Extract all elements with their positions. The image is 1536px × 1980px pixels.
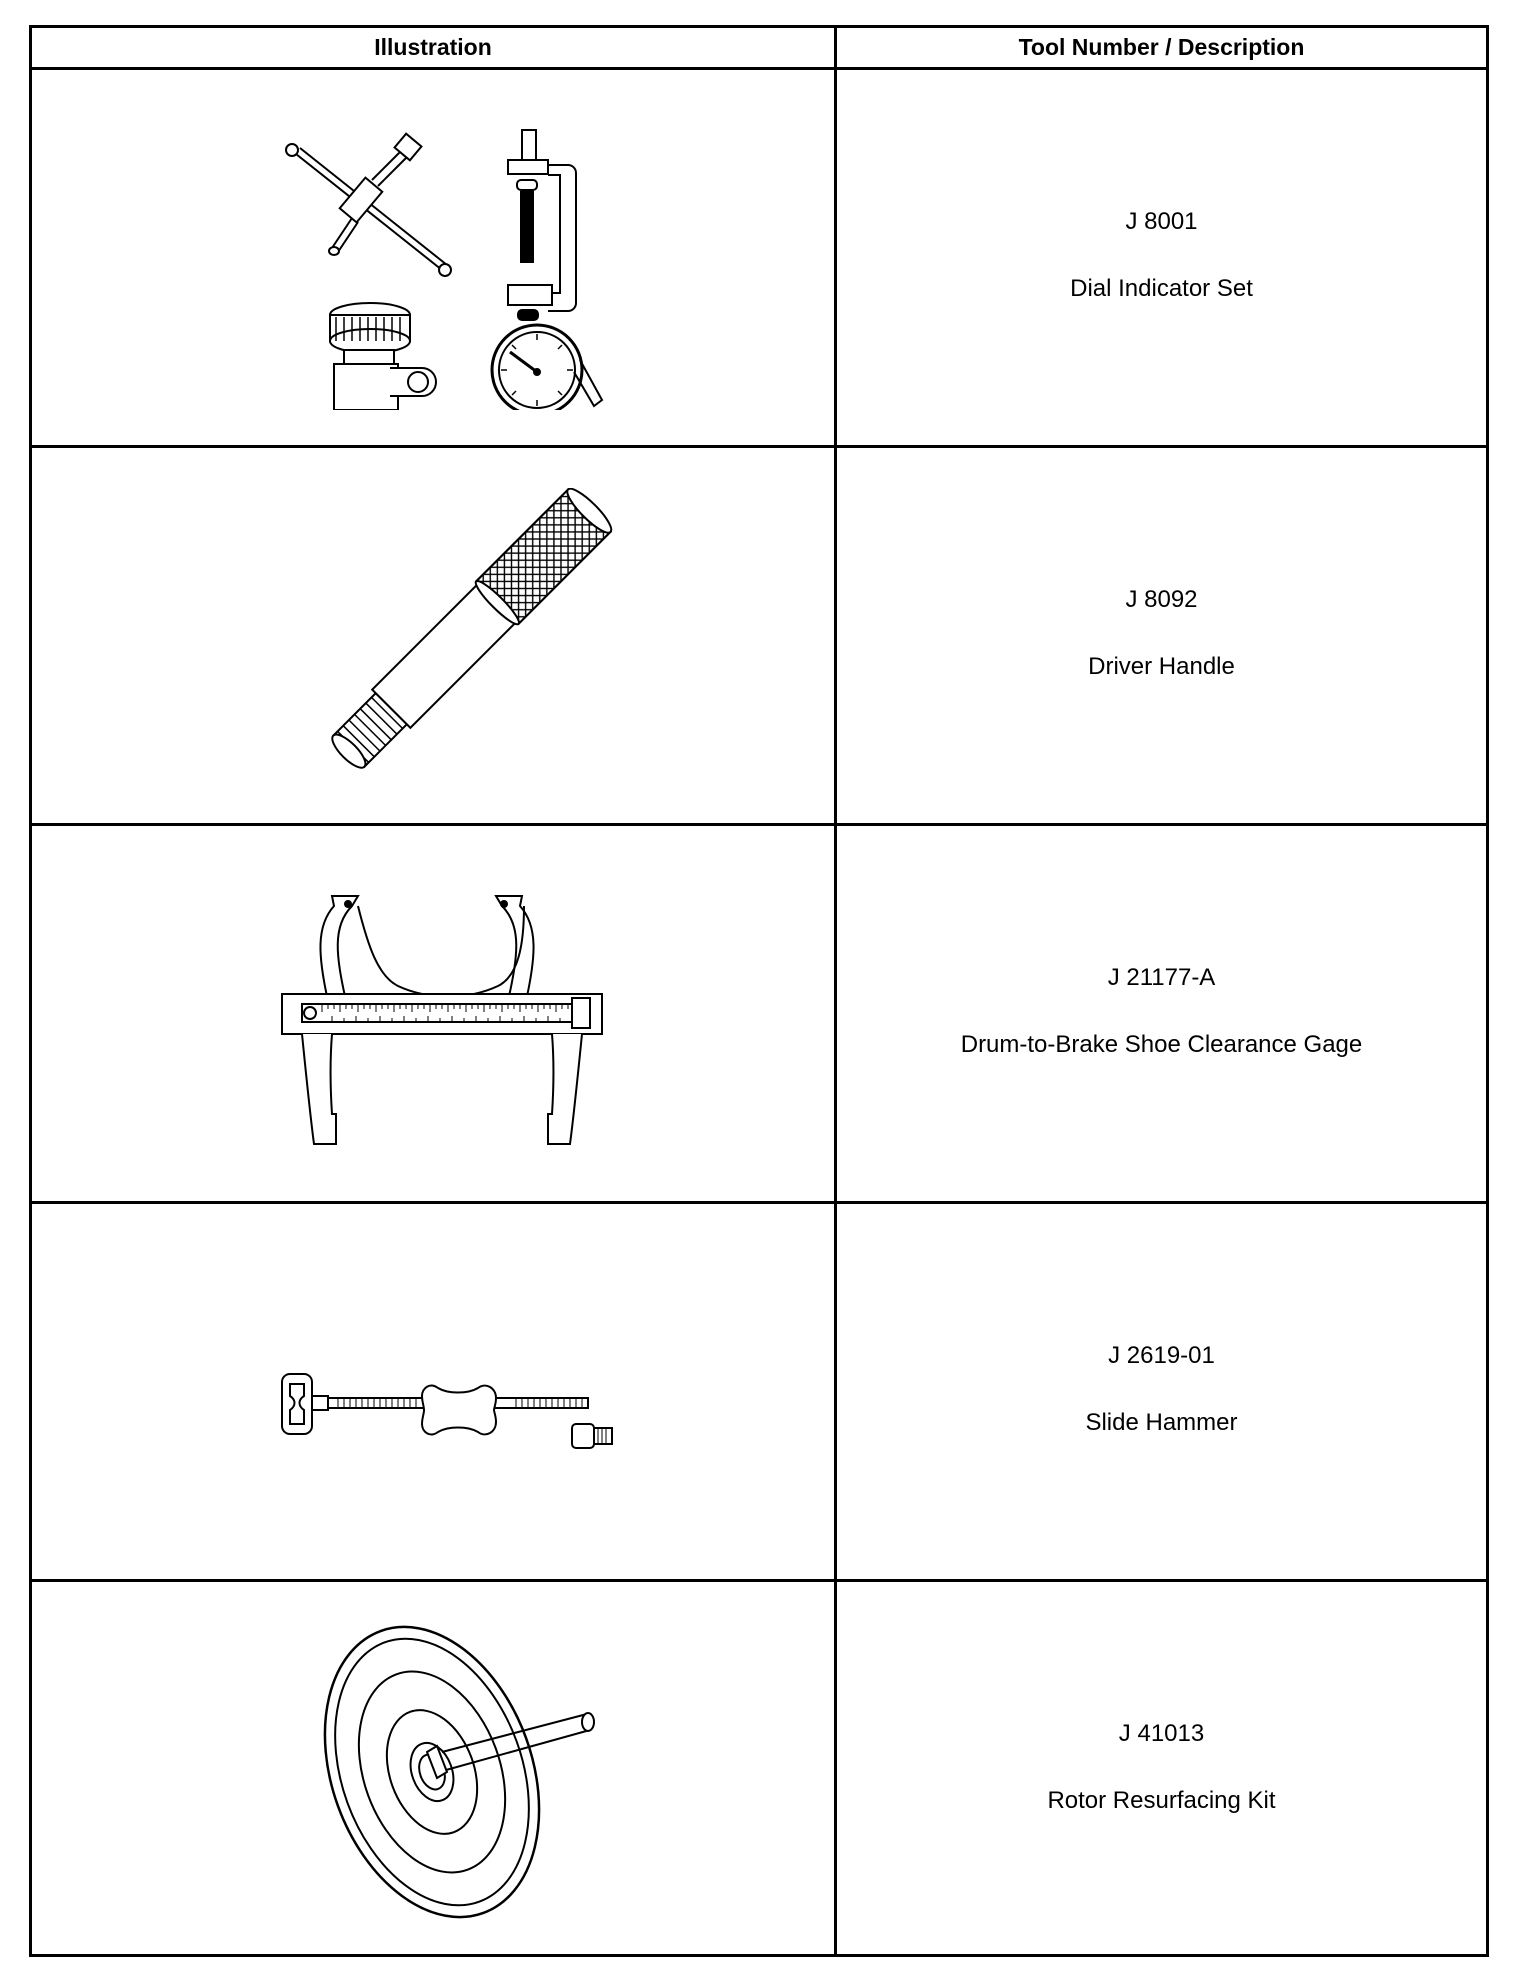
header-illustration: Illustration [374, 34, 492, 60]
tool-description: Dial Indicator Set [1070, 275, 1253, 302]
illustration-cell [32, 448, 834, 823]
clearance-gage-icon [272, 886, 632, 1146]
slide-hammer-icon [272, 1354, 632, 1454]
tool-description: Rotor Resurfacing Kit [1047, 1787, 1276, 1814]
tool-number: J 2619-01 [1108, 1342, 1215, 1369]
dial-indicator-set-icon [272, 120, 652, 410]
tool-description-cell [837, 70, 1486, 445]
tool-description-cell [837, 1582, 1486, 1954]
tool-description: Drum-to-Brake Shoe Clearance Gage [960, 1031, 1363, 1058]
tool-description-cell [837, 1204, 1486, 1579]
illustration-cell [32, 1204, 834, 1579]
tool-number: J 21177-A [1107, 964, 1216, 991]
tool-description-cell [837, 826, 1486, 1201]
tools-table [29, 25, 1489, 1957]
header-tool-number-description: Tool Number / Description [1018, 34, 1305, 60]
table-row [32, 1582, 1486, 1954]
tool-number: J 41013 [1118, 1720, 1205, 1747]
tool-description: Driver Handle [1088, 653, 1235, 680]
table-row [32, 448, 1486, 826]
tool-description-cell [837, 448, 1486, 823]
table-row [32, 1204, 1486, 1582]
table-row [32, 826, 1486, 1204]
table-row [32, 70, 1486, 448]
tool-number: J 8001 [1125, 208, 1198, 235]
table-header [32, 28, 1486, 70]
illustration-cell [32, 826, 834, 1201]
tool-number: J 8092 [1125, 586, 1198, 613]
illustration-cell [32, 70, 834, 445]
rotor-resurfacing-kit-icon [292, 1612, 632, 1932]
tool-description: Slide Hammer [1085, 1409, 1238, 1436]
illustration-cell [32, 1582, 834, 1954]
driver-handle-icon [272, 488, 652, 788]
